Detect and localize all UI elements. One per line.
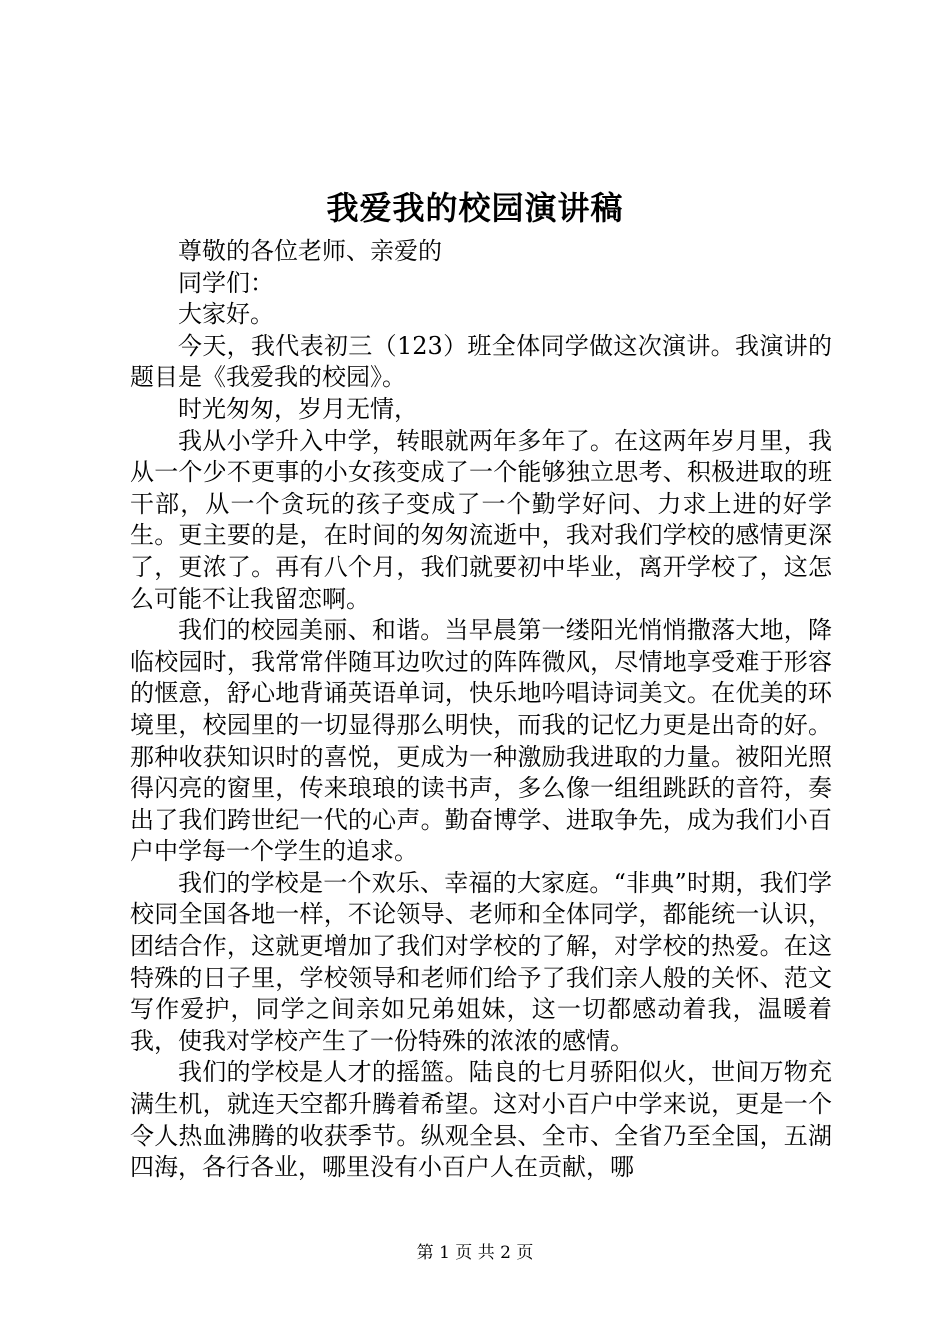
page-footer: 第 1 页 共 2 页 (416, 1243, 534, 1263)
document-body (130, 236, 832, 1184)
paragraph-cradle: 我们的学校是人才的摇篮。陆良的七月骄阳似火，世间万物充满生机，就连天空都升腾着希望。这对小百户中学来说，更是一个令人热血沸腾的收获季节。纵观全县、全市、全省乃至全国，五湖四海，各行各业，哪里没有小百户人在贡献，哪 (130, 1058, 832, 1182)
paragraph-family: 我们的学校是一个欢乐、幸福的大家庭。“非典”时期，我们学校同全国各地一样，不论领导、老师和全体同学，都能统一认识，团结合作，这就更增加了我们对学校的了解，对学校的热爱。在这特殊的日子里，学校领导和老师们给予了我们亲人般的关怀、范文写作爱护，同学之间亲如兄弟姐妹，这一切都感动着我，温暖着我，使我对学校产生了一份特殊的浓浓的感情。 (130, 868, 832, 1055)
paragraph-salutation: 尊敬的各位老师、亲爱的 (178, 237, 442, 265)
paragraph-greeting: 大家好。 (178, 300, 274, 329)
paragraph-time: 时光匆匆，岁月无情， (178, 394, 418, 423)
paragraph-salutation-cont: 同学们： (178, 268, 274, 297)
paragraph-intro: 今天，我代表初三（123）班全体同学做这次演讲。我演讲的题目是《我爱我的校园》。 (130, 331, 832, 392)
paragraph-campus: 我们的校园美丽、和谐。当早晨第一缕阳光悄悄撒落大地，降临校园时，我常常伴随耳边吹过的阵阵微风，尽情地享受难于形容的惬意，舒心地背诵英语单词，快乐地吟唱诗词美文。在优美的环境里，校园里的一切显得那么明快，而我的记忆力更是出奇的好。那种收获知识时的喜悦，更成为一种激励我进取的力量。被阳光照得闪亮的窗里，传来琅琅的读书声，多么像一组组跳跃的音符，奏出了我们跨世纪一代的心声。勤奋博学、进取争先，成为我们小百户中学每一个学生的追求。 (130, 616, 832, 866)
document-title: 我爱我的校园演讲稿 (326, 189, 624, 227)
paragraph-growth: 我从小学升入中学，转眼就两年多年了。在这两年岁月里，我从一个少不更事的小女孩变成了一个能够独立思考、积极进取的班干部，从一个贪玩的孩子变成了一个勤学好问、力求上进的好学生。更主要的是，在时间的匆匆流逝中，我对我们学校的感情更深了，更浓了。再有八个月，我们就要初中毕业，离开学校了，这怎么可能不让我留恋啊。 (130, 426, 832, 613)
